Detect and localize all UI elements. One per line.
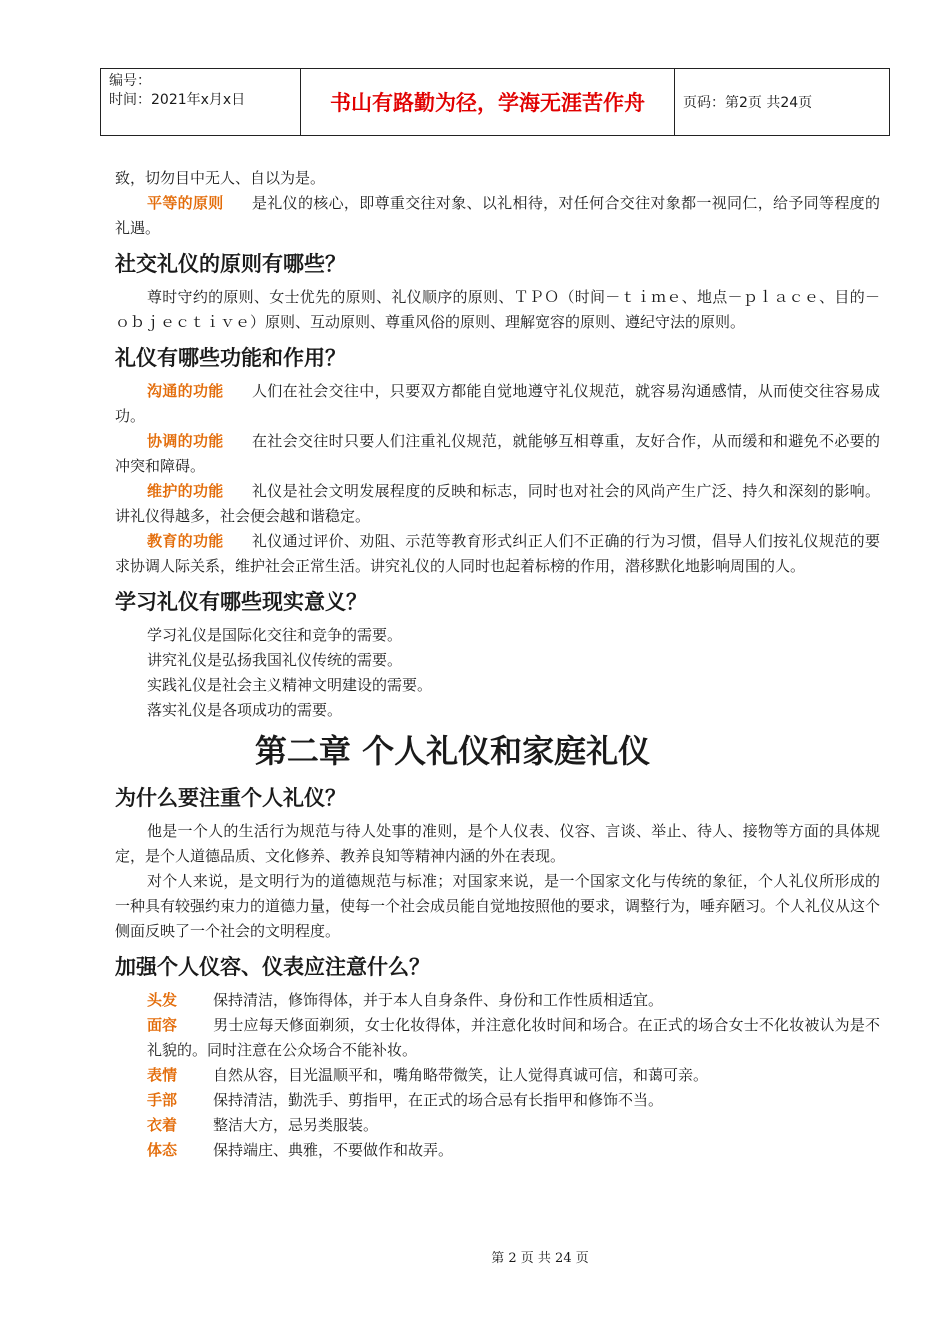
significance-line: 实践礼仪是社会主义精神文明建设的需要。 (147, 676, 433, 694)
personal-etiquette-paragraph: 他是一个人的生活行为规范与待人处事的准则，是个人仪表、仪容、言谈、举止、待人、接物等方面的具体规定，是个人道德品质、文化修养、教养良知等精神内涵的外在表现。 (115, 822, 880, 865)
function-text: 礼仪通过评价、劝阻、示范等教育形式纠正人们不正确的行为习惯，倡导人们按礼仪规范的要求协调人际关系，维护社会正常生活。讲究礼仪的人同时也起着标榜的作用，潜移默化地影响周围的人。 (115, 532, 880, 575)
number-label: 编号： (109, 73, 151, 89)
function-paragraph (115, 379, 880, 429)
personal-etiquette-paragraph: 对个人来说，是文明行为的道德规范与标准；对国家来说，是一个国家文化与传统的象征，个人礼仪所形成的一种具有较强约束力的道德力量，使每一个社会成员能自觉地按照他的要求，调整行为，唾弃陋习。个人礼仪从这个侧面反映了一个社会的文明程度。 (115, 872, 881, 940)
appearance-item (115, 1063, 880, 1088)
section-heading-functions: 礼仪有哪些功能和作用？ (115, 346, 346, 370)
appearance-text: 男士应每天修面剃须，女士化妆得体，并注意化妆时间和场合。在正式的场合女士不化妆被认为是不礼貌的。同时注意在公众场合不能补妆。 (147, 1016, 880, 1059)
appearance-text: 自然从容，目光温顺平和，嘴角略带微笑，让人觉得真诚可信，和蔼可亲。 (213, 1066, 709, 1084)
significance-line: 学习礼仪是国际化交往和竞争的需要。 (147, 626, 403, 644)
appearance-item (115, 1088, 880, 1113)
equal-principle-text: 是礼仪的核心，即尊重交往对象、以礼相待，对任何合交往对象都一视同仁，给予同等程度的礼遇。 (115, 194, 880, 237)
significance-line: 讲究礼仪是弘扬我国礼仪传统的需要。 (147, 651, 403, 669)
function-paragraph (115, 479, 880, 529)
appearance-text: 整洁大方，忌另类服装。 (213, 1116, 379, 1134)
page-header (100, 68, 890, 136)
function-term: 维护的功能 (147, 482, 224, 500)
function-paragraph (115, 429, 880, 479)
appearance-text: 保持端庄、典雅，不要做作和故弄。 (213, 1141, 454, 1159)
appearance-item (115, 1138, 880, 1163)
function-term: 沟通的功能 (147, 382, 224, 400)
function-term: 协调的功能 (147, 432, 224, 450)
function-paragraph (115, 529, 880, 579)
significance-line: 落实礼仪是各项成功的需要。 (147, 701, 343, 719)
appearance-term: 头发 (147, 991, 178, 1009)
appearance-text: 保持清洁，勤洗手、剪指甲，在正式的场合忌有长指甲和修饰不当。 (213, 1091, 664, 1109)
page-footer: 第 2 页 共 24 页 (491, 1251, 589, 1266)
appearance-text: 保持清洁，修饰得体，并于本人自身条件、身份和工作性质相适宜。 (213, 991, 664, 1009)
time-label: 时间：2021年x月x日 (109, 92, 246, 108)
appearance-term: 面容 (147, 1016, 178, 1034)
appearance-item (115, 988, 880, 1013)
equal-principle-paragraph (115, 191, 880, 241)
function-text: 人们在社会交往中，只要双方都能自觉地遵守礼仪规范，就容易沟通感情，从而使交往容易成功。 (115, 382, 880, 425)
section-heading-personal-etiquette: 为什么要注重个人礼仪？ (115, 786, 346, 810)
appearance-item (115, 1113, 880, 1138)
appearance-item (115, 1013, 880, 1063)
document-body (115, 166, 880, 1163)
appearance-term: 手部 (147, 1091, 178, 1109)
appearance-term: 表情 (147, 1066, 178, 1084)
equal-principle-term: 平等的原则 (147, 194, 224, 212)
function-text: 礼仪是社会文明发展程度的反映和标志，同时也对社会的风尚产生广泛、持久和深刻的影响。讲礼仪得越多，社会便会越和谐稳定。 (115, 482, 880, 525)
appearance-term: 衣着 (147, 1116, 178, 1134)
principles-paragraph: 尊时守约的原则、女士优先的原则、礼仪顺序的原则、ＴＰＯ（时间－ｔｉｍｅ、地点－ｐｌａｃｅ、目的－ｏｂｊｅｃｔｉｖｅ）原则、互动原则、尊重风俗的原则、理解宽容的原则、遵纪守法的原则。 (115, 288, 880, 331)
header-page-label: 页码：第2页 共24页 (683, 95, 813, 111)
chapter-title: 第二章 个人礼仪和家庭礼仪 (254, 732, 651, 770)
section-heading-appearance: 加强个人仪容、仪表应注意什么？ (115, 955, 430, 979)
header-motto: 书山有路勤为径，学海无涯苦作舟 (301, 69, 675, 135)
appearance-term: 体态 (147, 1141, 178, 1159)
function-term: 教育的功能 (147, 532, 224, 550)
function-text: 在社会交往时只要人们注重礼仪规范，就能够互相尊重，友好合作，从而缓和和避免不必要的冲突和障碍。 (115, 432, 880, 475)
header-meta (101, 69, 301, 135)
intro-line: 致，切勿目中无人、自以为是。 (115, 169, 326, 187)
section-heading-significance: 学习礼仪有哪些现实意义？ (115, 590, 367, 614)
section-heading-principles: 社交礼仪的原则有哪些？ (115, 252, 346, 276)
